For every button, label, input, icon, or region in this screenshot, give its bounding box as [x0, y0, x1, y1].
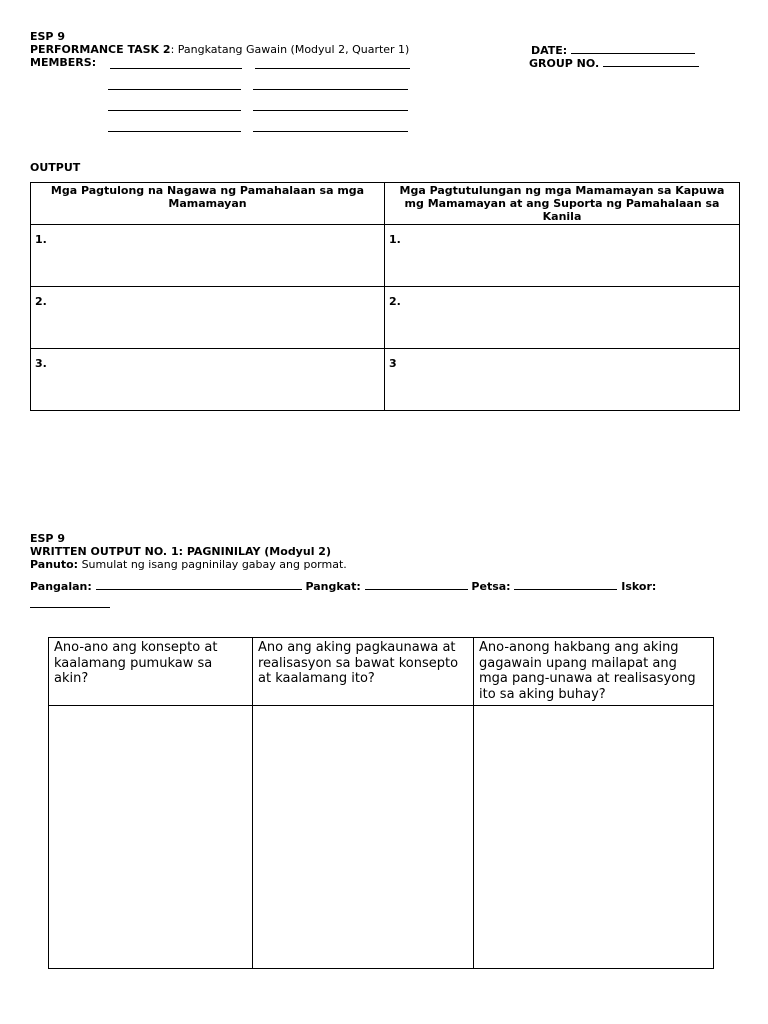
group-label: GROUP NO.	[529, 57, 600, 70]
member-blank[interactable]	[253, 89, 408, 90]
table-header-row	[31, 183, 740, 225]
table-cell[interactable]: 3.	[31, 349, 385, 411]
date-blank[interactable]	[571, 43, 695, 54]
table-row	[31, 225, 740, 287]
table-cell[interactable]: 1.	[385, 225, 740, 287]
table-header-cell: Ano ang aking pagkaunawa at realisasyon sa bawat konsepto at kaalamang ito?	[253, 638, 474, 706]
member-blank[interactable]	[108, 131, 241, 132]
member-blank[interactable]	[108, 89, 241, 90]
task-title-rest: : Pangkatang Gawain (Modyul 2, Quarter 1)	[170, 43, 410, 56]
answer-cell[interactable]	[474, 706, 714, 969]
task-title-bold: PERFORMANCE TASK 2	[30, 43, 171, 56]
member-blank[interactable]	[108, 110, 241, 111]
pangkat-blank[interactable]	[365, 579, 468, 590]
members-label: MEMBERS:	[30, 56, 97, 69]
pangkat-label: Pangkat:	[305, 580, 361, 593]
answer-cell[interactable]	[253, 706, 474, 969]
panuto-label: Panuto:	[30, 558, 79, 571]
date-label: DATE:	[531, 44, 568, 57]
member-blank[interactable]	[255, 68, 410, 69]
table-header-cell: Ano-ano ang konsepto at kaalamang pumukaw sa akin?	[49, 638, 253, 706]
table-cell[interactable]: 2.	[385, 287, 740, 349]
panuto	[30, 558, 347, 571]
answer-cell[interactable]	[49, 706, 253, 969]
pangalan-blank[interactable]	[96, 579, 302, 590]
table-row	[31, 287, 740, 349]
table-header-cell: Mga Pagtulong na Nagawa ng Pamahalaan sa mga Mamamayan	[31, 183, 385, 225]
group-field	[529, 56, 699, 70]
iskor-label: Iskor:	[621, 580, 657, 593]
group-blank[interactable]	[603, 56, 699, 67]
output-table	[30, 182, 740, 411]
table-cell[interactable]: 3	[385, 349, 740, 411]
table-cell[interactable]: 1.	[31, 225, 385, 287]
pangalan-label: Pangalan:	[30, 580, 92, 593]
written-subject: ESP 9	[30, 532, 65, 545]
written-title: WRITTEN OUTPUT NO. 1: PAGNINILAY (Modyul 2)	[30, 545, 331, 558]
reflection-table	[48, 637, 714, 969]
table-header-row	[49, 638, 714, 706]
petsa-label: Petsa:	[471, 580, 511, 593]
info-fields	[30, 579, 656, 593]
table-cell[interactable]: 2.	[31, 287, 385, 349]
table-row	[31, 349, 740, 411]
panuto-text: Sumulat ng isang pagninilay gabay ang pormat.	[78, 558, 347, 571]
member-blank[interactable]	[110, 68, 242, 69]
subject-label: ESP 9	[30, 30, 65, 43]
member-blank[interactable]	[253, 131, 408, 132]
date-field	[531, 43, 695, 57]
member-blank[interactable]	[253, 110, 408, 111]
table-header-cell: Ano-anong hakbang ang aking gagawain upang mailapat ang mga pang-unawa at realisasyong ito sa aking buhay?	[474, 638, 714, 706]
task-title	[30, 43, 409, 56]
output-label: OUTPUT	[30, 161, 81, 174]
iskor-blank[interactable]	[30, 607, 110, 608]
table-row	[49, 706, 714, 969]
table-header-cell: Mga Pagtutulungan ng mga Mamamayan sa Kapuwa mg Mamamayan at ang Suporta ng Pamahalaan sa Kanila	[385, 183, 740, 225]
petsa-blank[interactable]	[514, 579, 617, 590]
